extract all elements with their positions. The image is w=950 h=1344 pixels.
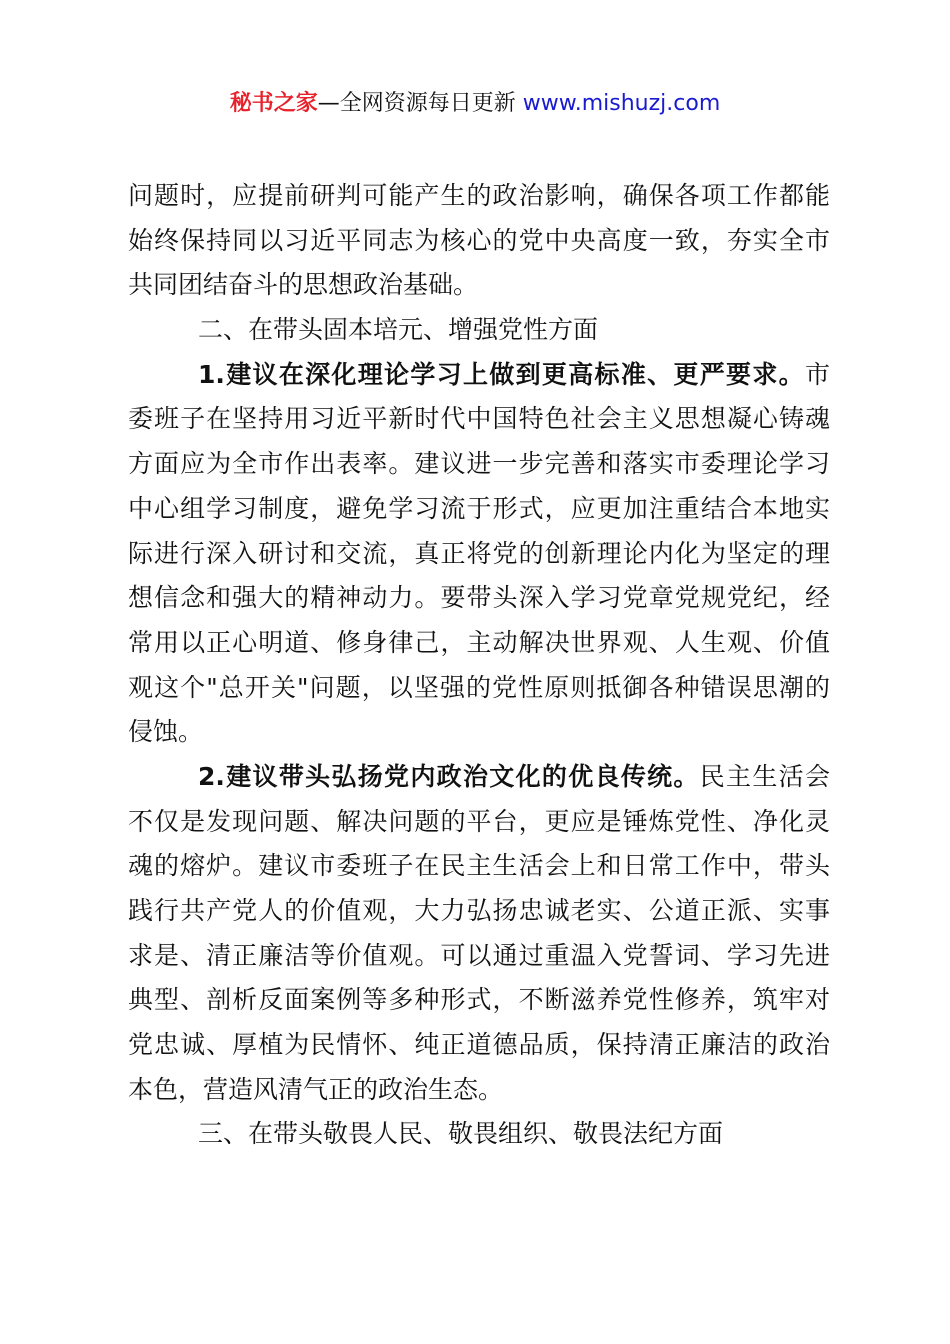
brand-name: 秘书之家	[229, 91, 318, 116]
text-line	[128, 710, 830, 755]
line-text: 三、在带头敬畏人民、敬畏组织、敬畏法纪方面	[198, 1119, 724, 1149]
paragraph	[128, 174, 830, 308]
line-text: 侵蚀。	[128, 717, 204, 747]
header-slogan: —全网资源每日更新	[317, 91, 523, 116]
line-text: 市	[804, 359, 830, 389]
site-header	[0, 88, 950, 120]
paragraph	[128, 308, 830, 353]
paragraph	[128, 353, 830, 755]
text-line	[128, 174, 830, 219]
paragraph	[128, 1112, 830, 1157]
text-line	[128, 1112, 830, 1157]
paragraph	[128, 755, 830, 1113]
line-text: 常用以正心明道、修身律己，主动解决世界观、人生观、价值	[128, 627, 830, 657]
text-line	[128, 219, 830, 264]
text-line	[128, 487, 830, 532]
line-text: 魂的熔炉。建议市委班子在民主生活会上和日常工作中，带头	[128, 851, 830, 881]
text-line	[128, 308, 830, 353]
text-line	[128, 666, 830, 711]
text-line	[128, 532, 830, 577]
line-text: 观这个"总开关"问题，以坚强的党性原则抵御各种错误思潮的	[128, 672, 830, 702]
line-text: 际进行深入研讨和交流，真正将党的创新理论内化为坚定的理	[128, 538, 830, 568]
line-text: 想信念和强大的精神动力。要带头深入学习党章党规党纪，经	[128, 583, 830, 613]
document-body	[128, 174, 830, 1157]
line-text: 方面应为全市作出表率。建议进一步完善和落实市委理论学习	[128, 449, 830, 479]
text-line	[128, 576, 830, 621]
line-text: 党忠诚、厚植为民情怀、纯正道德品质，保持清正廉洁的政治	[128, 1030, 830, 1060]
text-line	[128, 889, 830, 934]
line-text: 委班子在坚持用习近平新时代中国特色社会主义思想凝心铸魂	[128, 404, 830, 434]
line-text: 共同团结奋斗的思想政治基础。	[128, 270, 479, 300]
line-text: 本色，营造风清气正的政治生态。	[128, 1074, 504, 1104]
text-line	[128, 800, 830, 845]
line-text: 始终保持同以习近平同志为核心的党中央高度一致，夯实全市	[128, 225, 830, 255]
text-line	[128, 755, 830, 800]
line-text: 问题时，应提前研判可能产生的政治影响，确保各项工作都能	[128, 181, 830, 210]
text-line	[128, 978, 830, 1023]
site-url-link[interactable]: www.mishuzj.com	[522, 91, 721, 116]
line-text: 典型、剖析反面案例等多种形式，不断滋养党性修养，筑牢对	[128, 985, 830, 1015]
line-text: 民主生活会	[699, 761, 830, 791]
text-line	[128, 263, 830, 308]
line-text: 求是、清正廉洁等价值观。可以通过重温入党誓词、学习先进	[128, 940, 830, 970]
text-line	[128, 442, 830, 487]
text-line	[128, 1068, 830, 1113]
line-text: 二、在带头固本培元、增强党性方面	[198, 315, 599, 345]
bold-lead-text: 2.建议带头弘扬党内政治文化的优良传统。	[198, 761, 700, 791]
line-text: 践行共产党人的价值观，大力弘扬忠诚老实、公道正派、实事	[128, 896, 830, 925]
line-text: 中心组学习制度，避免学习流于形式，应更加注重结合本地实	[128, 493, 830, 523]
text-line	[128, 397, 830, 442]
text-line	[128, 934, 830, 979]
text-line	[128, 844, 830, 889]
text-line	[128, 621, 830, 666]
line-text: 不仅是发现问题、解决问题的平台，更应是锤炼党性、净化灵	[128, 806, 830, 836]
text-line	[128, 1023, 830, 1068]
bold-lead-text: 1.建议在深化理论学习上做到更高标准、更严要求。	[198, 359, 805, 389]
text-line	[128, 353, 830, 398]
